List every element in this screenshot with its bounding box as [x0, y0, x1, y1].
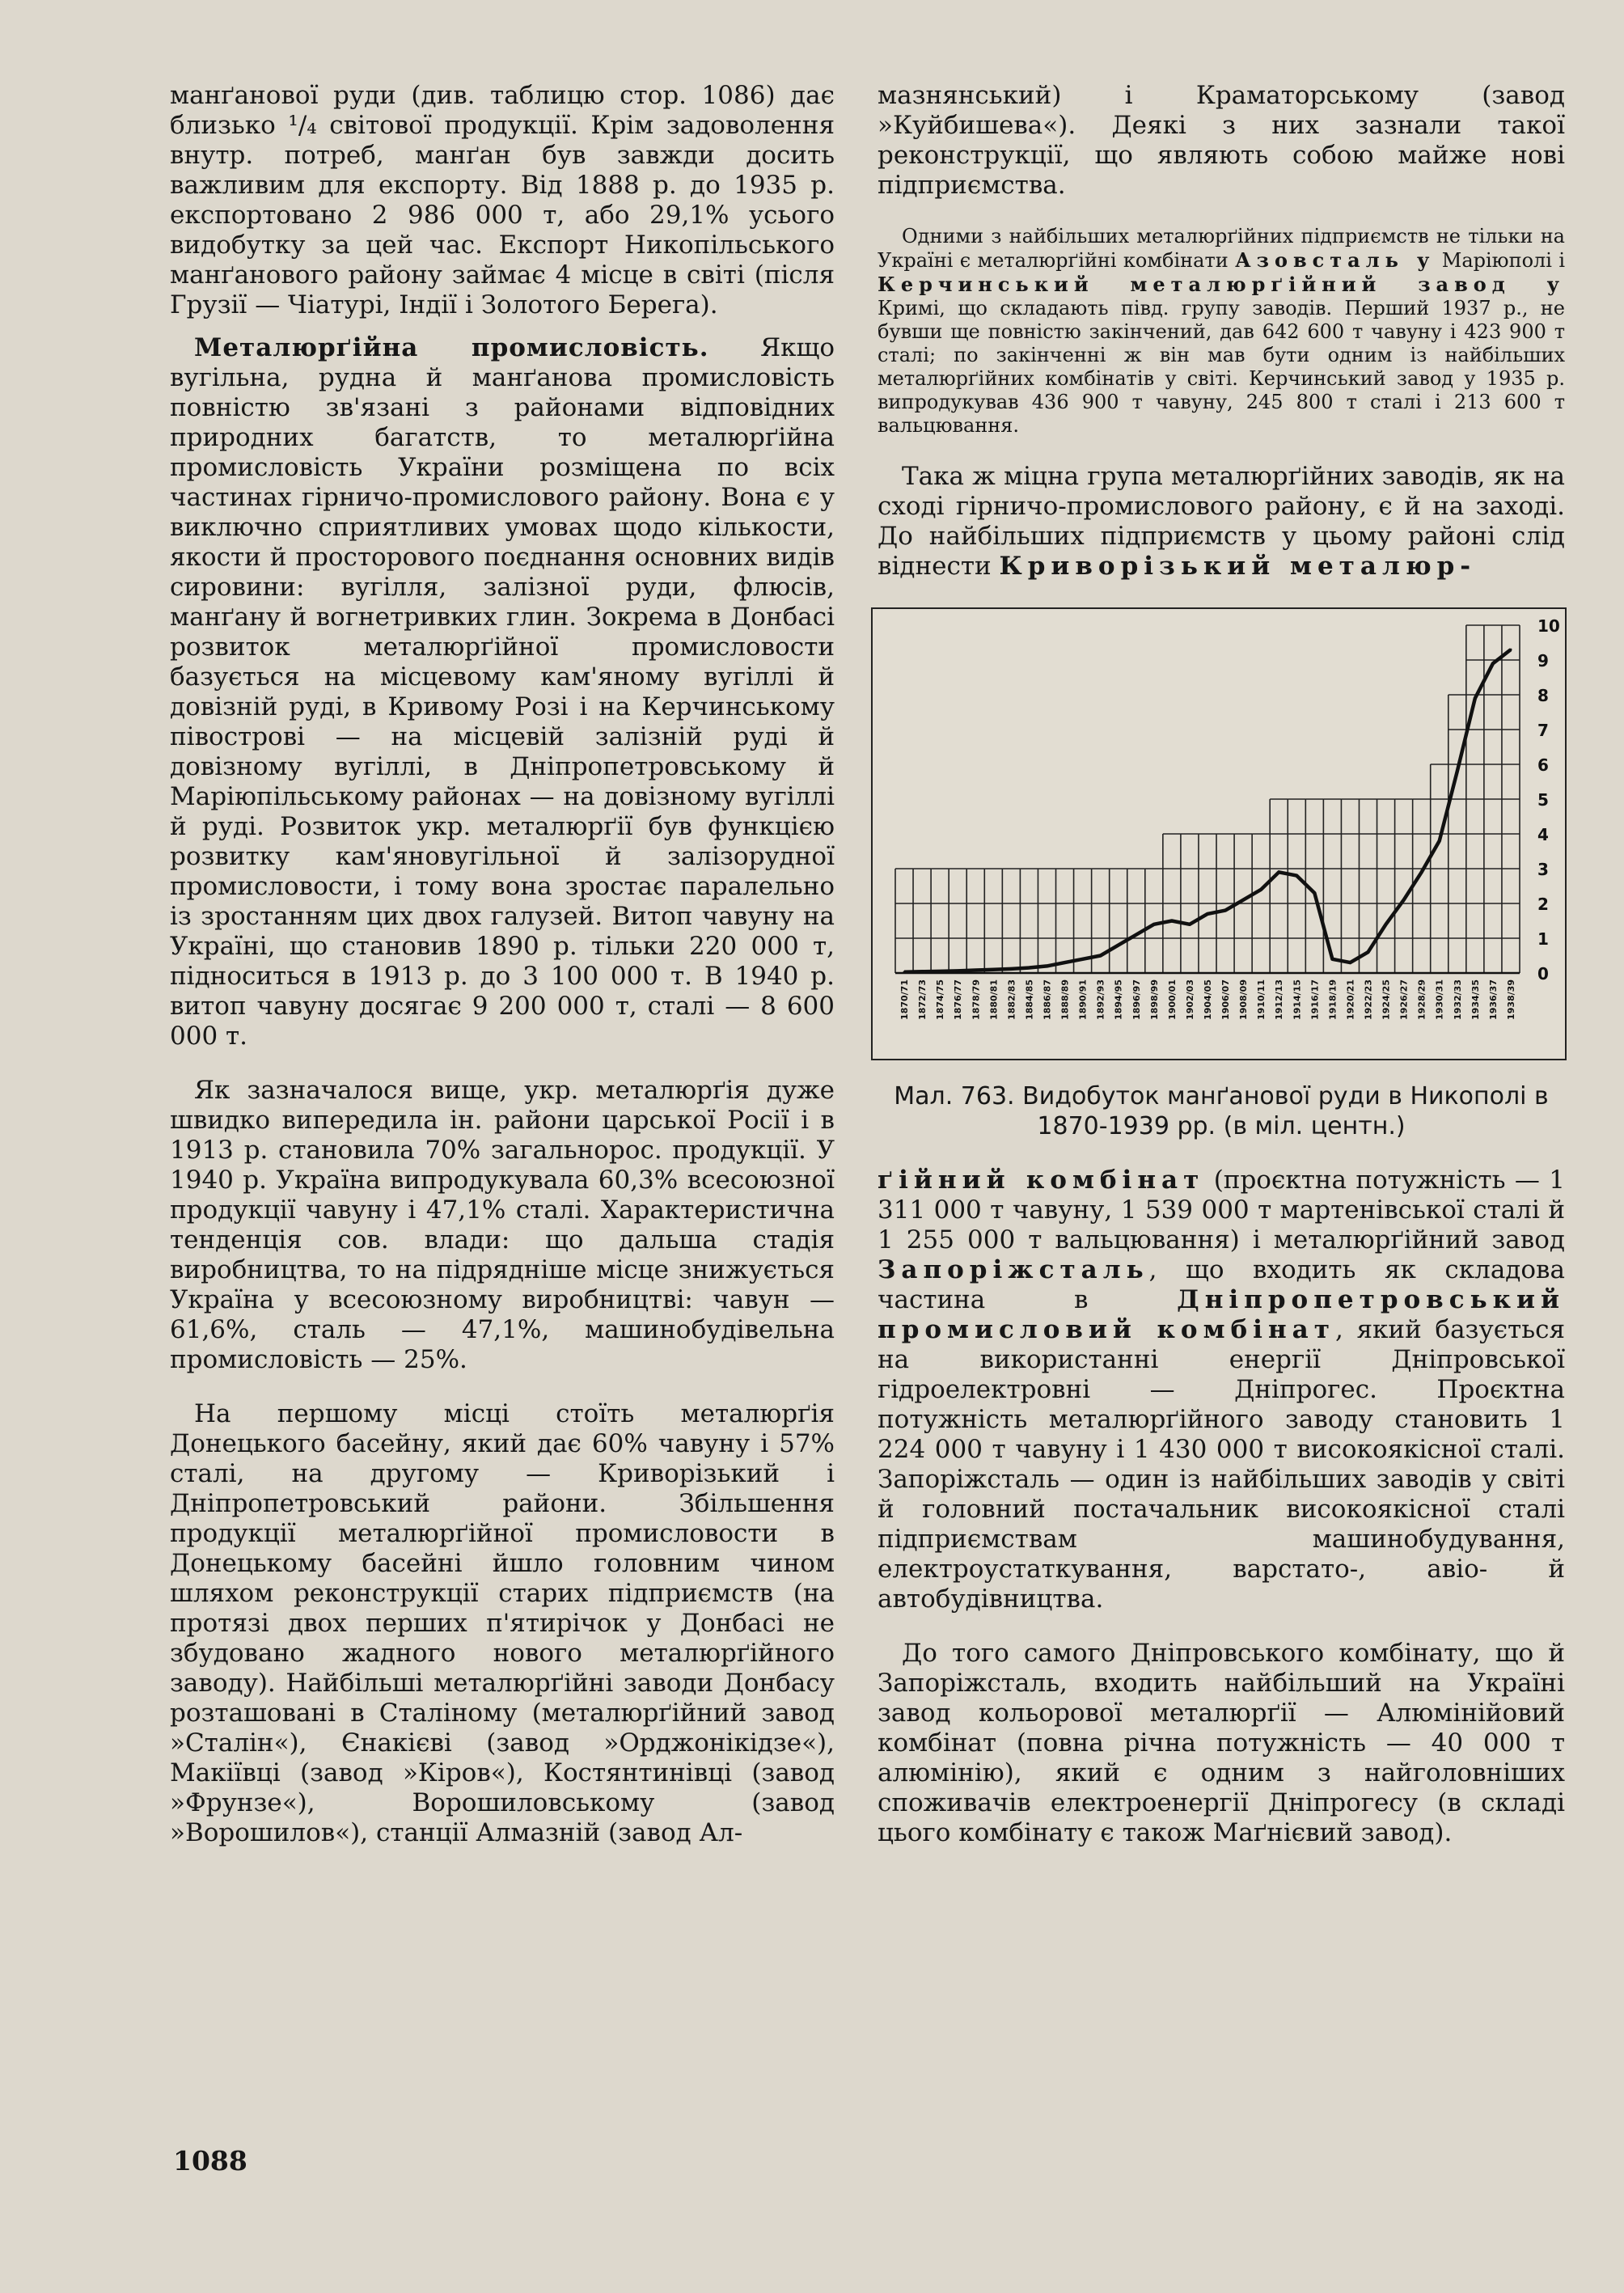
small-print-paragraph — [878, 225, 1565, 438]
x-tick-label: 1892/93 — [1095, 979, 1106, 1020]
x-tick-label: 1918/19 — [1327, 979, 1339, 1020]
right-paragraph-3 — [878, 1166, 1565, 1614]
data-point — [1491, 662, 1494, 665]
data-point — [1313, 892, 1316, 895]
y-tick-label: 7 — [1537, 721, 1549, 740]
page-number: 1088 — [173, 2145, 247, 2177]
data-point — [1064, 962, 1066, 964]
right-paragraph-3-text-c: , який базується на використанні енергії Дніпровської гідроелектровні — Дніпрогес. Проєктна потужність металюрґійного заводу становить 1 224 000 т чавуну і 1 430 000 т високоякісної сталі. Запоріжсталь — один із найбільших заводів у світі й головний постачальник високоякісної сталі підприємствам машинобудування, електроустаткування, варстато-, авіо- й автобудівництва. — [878, 1315, 1566, 1614]
data-point — [975, 969, 977, 971]
x-tick-label: 1930/31 — [1434, 979, 1445, 1020]
y-tick-label: 2 — [1537, 895, 1549, 914]
x-tick-label: 1932/33 — [1452, 979, 1463, 1020]
data-point — [1456, 770, 1458, 772]
x-tick-label: 1876/77 — [953, 979, 964, 1020]
x-tick-label: 1910/11 — [1256, 979, 1267, 1020]
small-spaced-kerch: Керчинський металюрґійний завод у — [878, 273, 1565, 296]
data-point — [1509, 649, 1512, 651]
x-tick-label: 1890/91 — [1077, 979, 1089, 1020]
y-tick-label: 0 — [1537, 964, 1549, 984]
x-tick-label: 1888/89 — [1059, 979, 1071, 1020]
small-spaced-azovstal: Азовсталь у — [1235, 248, 1436, 272]
y-tick-label: 8 — [1537, 686, 1549, 705]
small-text-a: Одними з найбільших металюрґійних підприємств не тільки на Україні є металюрґійні комбінати — [878, 225, 1565, 272]
x-tick-label: 1914/15 — [1292, 979, 1303, 1020]
data-point — [1474, 697, 1476, 700]
x-tick-label: 1928/29 — [1416, 979, 1427, 1020]
small-text-b: Маріюполі і — [1435, 249, 1565, 272]
data-point — [1402, 899, 1405, 901]
data-point — [1349, 962, 1351, 964]
x-tick-label: 1874/75 — [935, 979, 946, 1020]
x-tick-label: 1904/05 — [1203, 979, 1213, 1020]
data-point — [1260, 888, 1262, 891]
data-point — [957, 970, 959, 972]
data-point — [1242, 899, 1245, 901]
data-point — [903, 971, 906, 973]
manganese-chart — [871, 607, 1567, 1060]
data-point — [1152, 923, 1155, 925]
data-point — [1117, 944, 1119, 946]
left-paragraph-3: Як зазначалося вище, укр. металюрґія дуже швидко випередила ін. райони царської Росії і в 1913 р. становила 70% загальнорос. продукції. У 1940 р. Україна випродукувала 60,3% всесоюзної продукції чавуну і 47,1% сталі. Характеристична тенденція сов. влади: що дальша стадія виробництва, то на підрядніше місце знижується Україна у всесоюзному виробництві: чавун — 61,6%, сталь — 47,1%, машинобудівельна промисловість — 25%. — [170, 1076, 835, 1374]
x-tick-label: 1906/07 — [1220, 979, 1232, 1020]
y-tick-label: 4 — [1537, 825, 1549, 844]
data-point — [1010, 967, 1013, 970]
data-point — [1331, 958, 1334, 960]
x-tick-label: 1896/97 — [1131, 979, 1142, 1020]
figure-caption: Мал. 763. Видобуток манґанової руди в Никополі в 1870-1939 рр. (в міл. центн.) — [894, 1082, 1549, 1140]
x-tick-label: 1902/03 — [1184, 979, 1195, 1020]
data-point — [1170, 920, 1173, 922]
data-point — [1385, 923, 1387, 925]
x-tick-label: 1924/25 — [1381, 979, 1392, 1020]
x-tick-label: 1936/37 — [1487, 979, 1499, 1020]
x-tick-label: 1872/73 — [917, 979, 928, 1020]
right-paragraph-3-text-b: , що входить як складова частина в — [878, 1255, 1565, 1314]
data-point — [1278, 871, 1280, 874]
x-tick-label: 1908/09 — [1238, 979, 1250, 1020]
left-paragraph-4: На першому місці стоїть металюрґія Донецького басейну, який дає 60% чавуну і 57% сталі, на другому — Криворізький і Дніпропетровський райони. Збільшення продукції металюрґійної промисловости в Донецькому басейні йшло головним чином шляхом реконструкції старих підприємств (на протязі двох перших п'ятирічок у Донбасі не збудовано жадного нового металюрґійного заводу). Найбільші металюрґійні заводи Донбасу розташовані в Сталіному (металюрґійний завод »Сталін«), Єнакієві (завод »Орджонікідзе«), Макіївці (завод »Кіров«), Костянтинівці (завод »Фрунзе«), Ворошиловському (завод »Ворошилов«), станції Алмазній (завод Ал- — [170, 1399, 835, 1847]
x-tick-label: 1894/95 — [1113, 979, 1124, 1020]
right-paragraph-4: До того самого Дніпровського комбінату, що й Запоріжсталь, входить найбільший на Україні завод кольорової металюрґії — Алюмінійовий комбінат (повна річна потужність — 40 000 т алюмінію), який є одним з найголовніших споживачів електроенергії Дніпрогесу (в складі цього комбінату є також Маґнієвий завод). — [878, 1639, 1565, 1847]
right-column — [878, 81, 1565, 1848]
x-tick-label: 1926/27 — [1398, 979, 1410, 1020]
left-paragraph-1: манґанової руди (див. таблицю стор. 1086) дає близько ¹/₄ світової продукції. Крім задоволення внутр. потреб, манґан був завжди досить важливим для експорту. Від 1888 р. до 1935 р. експортовано 2 986 000 т, або 29,1% усього видобутку за цей час. Експорт Никопільського манґанового району займає 4 місце в світі (після Грузії — Чіатурі, Індії і Золотого Берега). — [170, 81, 835, 319]
chart-svg — [873, 609, 1565, 1059]
data-point — [992, 968, 995, 971]
left-paragraph-2 — [170, 333, 835, 1051]
x-tick-label: 1870/71 — [899, 979, 911, 1020]
data-point — [1046, 965, 1048, 967]
data-point — [1438, 840, 1440, 842]
x-tick-label: 1884/85 — [1024, 979, 1035, 1020]
data-point — [1296, 874, 1298, 877]
spaced-kryvyi-rih: Криворізький металюр- — [999, 552, 1477, 581]
data-point — [939, 970, 941, 972]
x-tick-label: 1934/35 — [1470, 979, 1481, 1020]
x-tick-label: 1938/39 — [1505, 979, 1516, 1020]
y-tick-label: 3 — [1537, 860, 1549, 879]
data-point — [1188, 923, 1191, 925]
x-tick-label: 1878/79 — [971, 979, 982, 1020]
x-tick-label: 1922/23 — [1363, 979, 1374, 1020]
right-paragraph-2-text: Така ж міцна група металюрґійних заводів, як на сході гірничо-промислового району, є й на заході. До найбільших підприємств у цьому районі слід віднести — [878, 462, 1565, 581]
right-paragraph-2 — [878, 462, 1565, 582]
data-point — [921, 971, 924, 973]
data-point — [1367, 951, 1369, 954]
y-tick-label: 10 — [1537, 616, 1560, 636]
x-tick-label: 1912/13 — [1274, 979, 1285, 1020]
data-point — [1135, 933, 1137, 936]
x-tick-label: 1916/17 — [1309, 979, 1321, 1020]
spaced-zaporizhstal: Запоріжсталь — [878, 1255, 1149, 1284]
data-point — [1028, 967, 1030, 969]
data-point — [1224, 909, 1227, 912]
spaced-kombinat: ґійний комбінат — [878, 1166, 1205, 1195]
small-text-c: Кримі, що складають півд. групу заводів. Перший 1937 р., не бувши ще повністю закінчений, дав 642 600 т чавуну і 423 900 т сталі; по закінченні ж він мав бути одним із найбільших металюрґійних комбінатів у світі. Керчинський завод у 1935 р. випродукував 436 900 т чавуну, 245 800 т сталі і 213 600 т вальцювання. — [878, 297, 1565, 437]
left-paragraph-2-text: Якщо вугільна, рудна й манґанова промисловість повністю зв'язані з районами відповідних природних багатств, то металюрґійна промисловість України розміщена по всіх частинах гірничо-промислового району. Вона є у виключно сприятливих умовах щодо кількости, якости й просторового поєднання основних видів сировини: вугілля, залізної руди, флюсів, манґану й вогнетривких глин. Зокрема в Донбасі розвиток металюрґійної промисловости базується на місцевому кам'яному вугіллі й довізній руді, в Кривому Розі і на Керчинському півострові — на місцевій залізній руді й довізному вугіллі, в Дніпропетровському й Маріюпільському районах — на довізному вугіллі й руді. Розвиток укр. металюрґії був функцією розвитку кам'яновугільної й залізорудної промисловости, і тому вона зростає паралельно із зростанням цих двох галузей. Витоп чавуну на Україні, що становив 1890 р. тільки 220 000 т, підноситься в 1913 р. до 3 100 000 т. В 1940 р. витоп чавуну досягає 9 200 000 т, сталі — 8 600 000 т. — [170, 333, 835, 1051]
x-tick-label: 1920/21 — [1345, 979, 1356, 1020]
y-tick-label: 1 — [1537, 929, 1549, 949]
section-heading-metallurgy: Металюрґійна промисловість. — [194, 333, 709, 362]
data-point — [1420, 871, 1423, 874]
x-tick-label: 1886/87 — [1042, 979, 1053, 1020]
x-tick-label: 1900/01 — [1166, 979, 1178, 1020]
x-tick-label: 1880/81 — [988, 979, 1000, 1020]
y-tick-label: 9 — [1537, 651, 1549, 671]
right-paragraph-1: мазнянський) і Краматорському (завод »Куйбишева«). Деякі з них зазнали такої реконструкції, що являють собою майже нові підприємства. — [878, 81, 1565, 200]
y-tick-label: 5 — [1537, 790, 1549, 810]
spaced-dnipro-kombinat: Дніпропетровський промисловий комбінат — [878, 1285, 1565, 1344]
y-tick-label: 6 — [1537, 755, 1549, 775]
x-tick-label: 1898/99 — [1148, 979, 1160, 1020]
x-tick-label: 1882/83 — [1006, 979, 1017, 1020]
data-point — [1099, 954, 1102, 957]
right-paragraph-3-text-a: (проєктна потужність — 1 311 000 т чавуну, 1 539 000 т мартенівської сталі й 1 255 000 т вальцювання) і металюрґійний завод — [878, 1166, 1565, 1254]
series-line — [904, 649, 1511, 972]
data-point — [1081, 958, 1084, 960]
left-column — [170, 81, 835, 1848]
data-point — [1207, 912, 1209, 915]
